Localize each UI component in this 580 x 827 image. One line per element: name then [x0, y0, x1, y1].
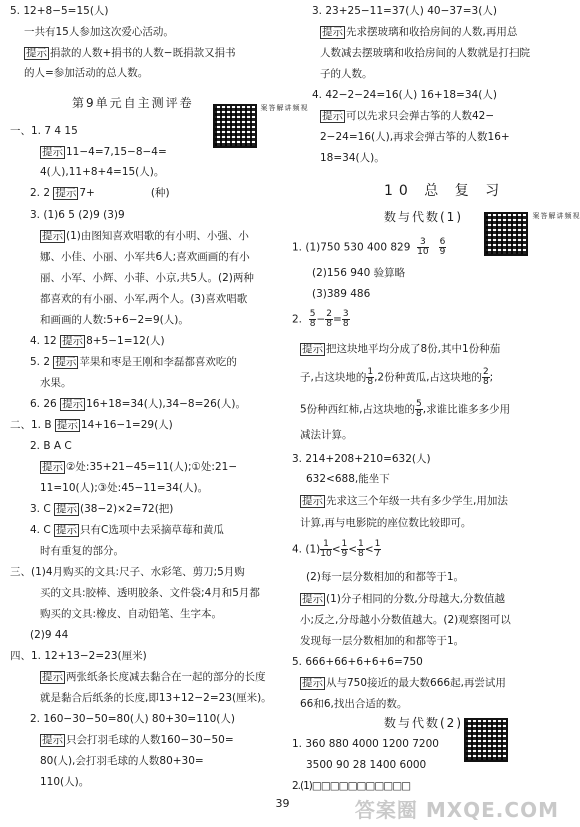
answer-line: 1. (1)750 530 400 829 $\frac{3}{10}$ $\frac{6}{9}$	[292, 237, 446, 257]
fraction: $\frac{5}{8}$	[309, 309, 316, 329]
qr-code-icon	[464, 718, 508, 762]
hint-line: 提示 捐款的人数+捐书的人数−既捐款又捐书	[26, 47, 236, 59]
hint-line: 110(人)。	[40, 776, 90, 788]
hint-tag: 提示	[42, 671, 63, 683]
hint-tag: 提示	[302, 495, 323, 507]
hint-tag: 提示	[62, 335, 84, 347]
qr-label: 视频讲解答案	[260, 104, 308, 111]
answer-line: 3. 214+208+210=632(人)	[292, 453, 431, 465]
hint-tag: 提示	[56, 419, 78, 431]
subsection-title: 数与代数(2)	[384, 716, 463, 730]
answer-line: 4. 42−2−24=16(人) 16+18=34(人)	[312, 89, 497, 101]
section-title: 10 总 复 习	[384, 183, 506, 199]
answer-line: 2. $\frac{5}{8}$ − $\frac{2}{8}$ = $\frac{3}{8}$	[292, 309, 349, 329]
hint-line: 提示 把这块地平均分成了8份,其中1份种茄	[302, 343, 501, 355]
hint-line: 2−24=16(人),再求会弹古筝的人数16+	[320, 131, 510, 143]
hint-line: 提示 (1)分子相同的分数,分母越大,分数值越	[302, 593, 506, 605]
watermark: 答案圈 MXQE.COM	[354, 798, 559, 822]
answer-line: 2. 160−30−50=80(人) 80+30=110(人)	[30, 713, 235, 725]
answer-line: 3. (1)6 5 (2)9 (3)9	[30, 209, 125, 221]
answer-line: 2. B A C	[30, 440, 72, 452]
fraction: $\frac{6}{9}$	[439, 237, 446, 257]
hint-tag: 提示	[302, 593, 323, 605]
hint-line: 80(人),会打羽毛球的人数80+30=	[40, 755, 204, 767]
hint-tag: 提示	[56, 524, 78, 536]
hint-line: 娜、小佳、小丽、小军共6人;喜欢画画的有小	[40, 251, 250, 263]
fraction: $\frac{2}{8}$	[482, 367, 489, 387]
answer-line: 买的文具:胶棒、透明胶条、文件袋;4月和5月都	[40, 587, 260, 599]
hint-line: 提示 只会打羽毛球的人数160−30−50=	[42, 734, 234, 746]
hint-tag: 提示	[42, 461, 63, 473]
answer-line: 一、1. 7 4 15	[10, 125, 78, 137]
hint-tag: 提示	[322, 26, 343, 38]
hint-line: 人数减去摆玻璃和收拾房间的人数就是打扫院	[320, 47, 530, 59]
answer-line: 3. C 提示 (38−2)×2=72(把)	[30, 503, 174, 515]
fraction: $\frac{2}{8}$	[326, 309, 332, 329]
fraction: $\frac{5}{8}$	[416, 399, 422, 419]
answer-line: (2)156 940 验算略	[312, 267, 406, 279]
hint-tag: 提示	[56, 503, 78, 515]
answer-line: 632<688,能坐下	[306, 473, 390, 485]
answer-line: 2.(1)□□□□□□□□□□□	[292, 780, 411, 792]
qr-label: 视频讲解答案	[532, 212, 580, 219]
hint-line: 提示 (1)由图知喜欢唱歌的有小明、小强、小	[42, 230, 249, 242]
subsection-title: 数与代数(1)	[384, 210, 463, 224]
page-number: 39	[275, 797, 290, 810]
answer-line: 5. 666+66+6+6+6=750	[292, 656, 423, 668]
answer-line: 二、1. B 提示 14+16−1=29(人)	[10, 419, 173, 431]
answer-line: (2)每一层分数相加的和都等于1。	[306, 571, 465, 583]
fraction: $\frac{1}{8}$	[367, 367, 374, 387]
hint-line: 子,占这块地的 $\frac{1}{8}$ ,2份种黄瓜,占这块地的 $\frac{2}{8}$ ;	[300, 367, 494, 387]
answer-line: 6. 26 提示 16+18=34(人),34−8=26(人)。	[30, 398, 246, 410]
fraction: $\frac{1}{7}$	[374, 539, 381, 559]
hint-tag: 提示	[55, 187, 77, 199]
answer-line: 4. C 提示 只有C选项中去采摘草莓和黄瓜	[30, 524, 224, 536]
answer-line: (3)389 486	[312, 288, 371, 300]
hint-line: 提示 先求这三个年级一共有多少学生,用加法	[302, 495, 508, 507]
hint-tag: 提示	[42, 146, 63, 158]
answer-line: 四、1. 12+13−2=23(厘米)	[10, 650, 147, 662]
fraction: $\frac{1}{8}$	[358, 539, 364, 559]
hint-tag: 提示	[26, 47, 47, 59]
hint-line: 4(人),11+8+4=15(人)。	[40, 166, 165, 178]
answer-line: 5. 12+8−5=15(人)	[10, 5, 109, 17]
hint-tag: 提示	[302, 677, 323, 689]
hint-line: 提示 两张纸条长度减去黏合在一起的部分的长度	[42, 671, 266, 683]
answer-line: 1. 360 880 4000 1200 7200	[292, 738, 439, 750]
hint-line: 提示 ②处:35+21−45=11(人);①处:21−	[42, 461, 238, 473]
answer-line: 一共有15人参加这次爱心活动。	[24, 26, 174, 38]
unit-title: 第9单元自主测评卷	[72, 96, 194, 110]
hint-line: 和画画的人数:5+6−2=9(人)。	[40, 314, 189, 326]
answer-line: 3. 23+25−11=37(人) 40−37=3(人)	[312, 5, 497, 17]
hint-line: 提示 可以先求只会弹古筝的人数42−	[322, 110, 495, 122]
hint-line: 66和6,找出合适的数。	[300, 698, 408, 710]
answer-line: 3500 90 28 1400 6000	[306, 759, 427, 771]
answer-line: 4. (1) $\frac{1}{10}$ < $\frac{1}{9}$ < $\frac{1}{8}$ < $\frac{1}{7}$	[292, 539, 381, 559]
answer-line: 5. 2 提示 苹果和枣是王刚和李磊都喜欢吃的	[30, 356, 237, 368]
hint-line: 计算,再与电影院的座位数比较即可。	[300, 517, 472, 529]
fraction: $\frac{1}{9}$	[341, 539, 348, 559]
hint-tag: 提示	[62, 398, 84, 410]
hint-line: 时有重复的部分。	[40, 545, 124, 557]
hint-line: 就是黏合后纸条的长度,即13+12−2=23(厘米)。	[40, 692, 272, 704]
answer-line: 三、(1)4月购买的文具:尺子、水彩笔、剪刀;5月购	[10, 566, 245, 578]
hint-line: 提示 先求摆玻璃和收拾房间的人数,再用总	[322, 26, 518, 38]
hint-line: 子的人数。	[320, 68, 373, 80]
hint-tag: 提示	[42, 734, 63, 746]
hint-line: 18=34(人)。	[320, 152, 385, 164]
hint-tag: 提示	[322, 110, 343, 122]
answer-line: (2)9 44	[30, 629, 69, 641]
hint-line: 提示 11−4=7,15−8−4=	[42, 146, 167, 158]
hint-line: 都喜欢的有小丽、小军,两个人。(3)喜欢唱歌	[40, 293, 248, 305]
hint-line: 减法计算。	[300, 429, 353, 441]
qr-code-icon	[213, 104, 257, 148]
hint-line: 丽、小军、小辉、小菲、小京,共5人。(2)两种	[40, 272, 254, 284]
hint-line: 11=10(人);③处:45−11=34(人)。	[40, 482, 209, 494]
hint-line: 小;反之,分母越小分数值越大。(2)观察图可以	[300, 614, 511, 626]
fraction: $\frac{1}{10}$	[320, 539, 332, 559]
fraction: $\frac{3}{8}$	[342, 309, 349, 329]
hint-tag: 提示	[302, 343, 323, 355]
fraction: $\frac{3}{10}$	[417, 237, 429, 257]
answer-line: 4. 12 提示 8+5−1=12(人)	[30, 335, 165, 347]
hint-tag: 提示	[42, 230, 63, 242]
qr-code-icon	[484, 212, 528, 256]
answer-line: 购买的文具:橡皮、自动铅笔、生字本。	[40, 608, 223, 620]
hint-line: 提示 从与750接近的最大数666起,再尝试用	[302, 677, 506, 689]
answer-line: 2. 2 提示 7+ (种)	[30, 187, 170, 199]
hint-line: 的人=参加活动的总人数。	[24, 67, 149, 79]
hint-line: 发现每一层分数相加的和都等于1。	[300, 635, 465, 647]
hint-line: 5份种西红柿,占这块地的 $\frac{5}{8}$ ,求谁比谁多多少用	[300, 399, 511, 419]
hint-tag: 提示	[55, 356, 77, 368]
hint-line: 水果。	[40, 377, 72, 389]
